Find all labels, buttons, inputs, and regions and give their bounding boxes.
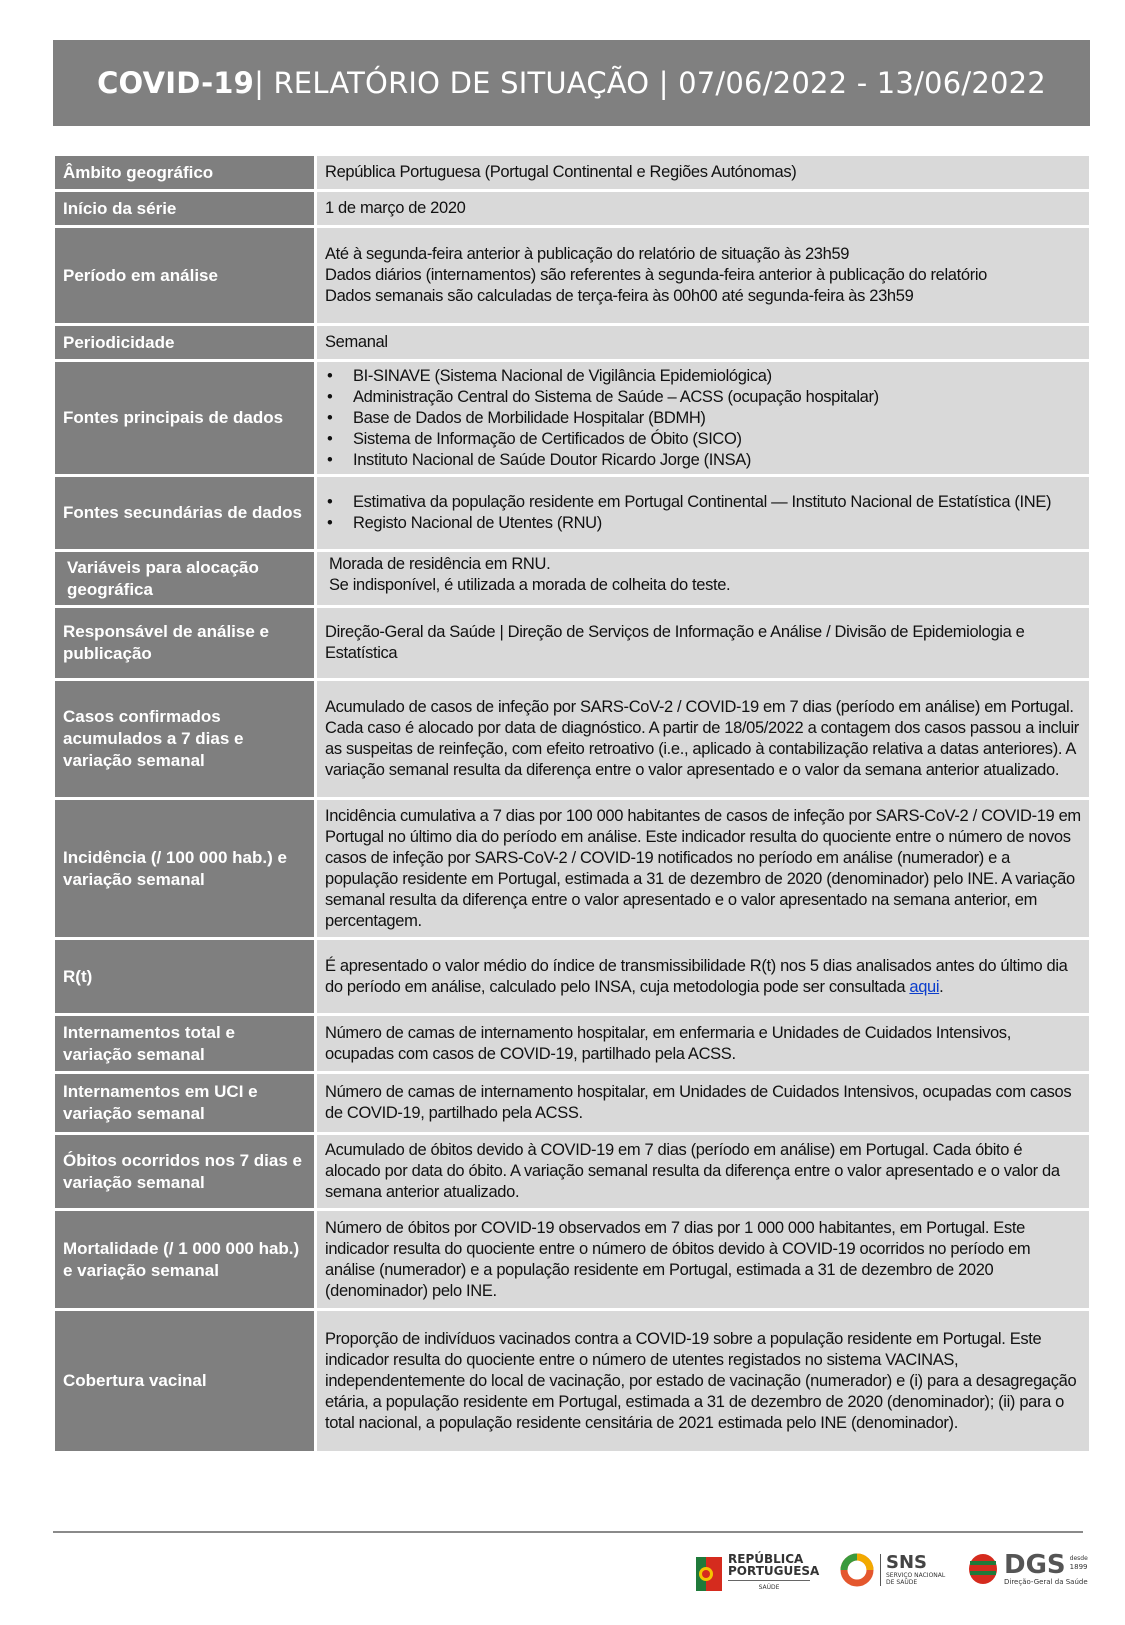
table-row bbox=[55, 608, 1089, 678]
rp-line2: PORTUGUESA bbox=[728, 1564, 820, 1578]
row-label: Periodicidade bbox=[55, 326, 317, 359]
rp-line3: SAÚDE bbox=[728, 1580, 810, 1594]
table-row bbox=[55, 1311, 1089, 1451]
row-label: Âmbito geográfico bbox=[55, 156, 317, 189]
dgs-sub: Direção-Geral da Saúde bbox=[1004, 1577, 1088, 1586]
value-line: Até à segunda-feira anterior à publicação do relatório de situação às 23h59 bbox=[325, 245, 850, 263]
table-row bbox=[55, 228, 1089, 323]
row-value: Semanal bbox=[317, 326, 1089, 359]
table-row bbox=[55, 362, 1089, 474]
dgs-since-1: desde bbox=[1069, 1554, 1088, 1562]
row-label: Óbitos ocorridos nos 7 dias e variação semanal bbox=[55, 1135, 317, 1208]
sns-sub1: SERVIÇO NACIONAL bbox=[886, 1572, 946, 1579]
list-item: • Estimativa da população residente em Portugal Continental — Instituto Nacional de Estatística (INE) bbox=[353, 492, 1081, 513]
list-item: • BI-SINAVE (Sistema Nacional de Vigilância Epidemiológica) bbox=[353, 366, 1081, 387]
source-list bbox=[325, 366, 1081, 471]
sns-logo bbox=[840, 1553, 945, 1587]
sns-ring-icon bbox=[840, 1553, 874, 1587]
table-row bbox=[55, 477, 1089, 549]
list-item: • Sistema de Informação de Certificados de Óbito (SICO) bbox=[353, 429, 1081, 450]
title-bold: COVID-19 bbox=[97, 66, 255, 100]
row-value: Número de camas de internamento hospitalar, em enfermaria e Unidades de Cuidados Intensivos, ocupadas com casos de COVID-19, partilhado pela ACSS. bbox=[317, 1016, 1089, 1071]
row-label: Fontes principais de dados bbox=[55, 362, 317, 474]
table-row bbox=[55, 192, 1089, 225]
methodology-link[interactable]: aqui bbox=[909, 977, 940, 996]
row-label: Período em análise bbox=[55, 228, 317, 323]
row-label: Internamentos total e variação semanal bbox=[55, 1016, 317, 1071]
row-value: Acumulado de óbitos devido à COVID-19 em 7 dias (período em análise) em Portugal. Cada óbito é alocado por data do óbito. A variação semanal resulta da diferença entre o valor apresentado e o valor da semana anterior atualizado. bbox=[317, 1135, 1089, 1208]
list-item: • Administração Central do Sistema de Saúde – ACSS (ocupação hospitalar) bbox=[353, 387, 1081, 408]
dgs-emblem-icon bbox=[966, 1551, 1000, 1587]
row-label: Fontes secundárias de dados bbox=[55, 477, 317, 549]
row-value bbox=[317, 552, 1089, 605]
row-value: Direção-Geral da Saúde | Direção de Serviços de Informação e Análise / Divisão de Epidemiologia e Estatística bbox=[317, 608, 1089, 678]
row-value: Número de camas de internamento hospitalar, em Unidades de Cuidados Intensivos, ocupadas com casos de COVID-19, partilhado pela ACSS. bbox=[317, 1074, 1089, 1132]
row-label: Casos confirmados acumulados a 7 dias e variação semanal bbox=[55, 681, 317, 797]
row-label: Internamentos em UCI e variação semanal bbox=[55, 1074, 317, 1132]
dgs-since-2: 1899 bbox=[1069, 1562, 1088, 1571]
table-row bbox=[55, 940, 1089, 1013]
row-label: R(t) bbox=[55, 940, 317, 1013]
list-item: • Base de Dados de Morbilidade Hospitalar (BDMH) bbox=[353, 408, 1081, 429]
list-item: • Registo Nacional de Utentes (RNU) bbox=[353, 513, 1081, 534]
sns-main: SNS bbox=[886, 1552, 927, 1573]
row-value: Incidência cumulativa a 7 dias por 100 000 habitantes de casos de infeção por SARS-CoV-2 / COVID-19 em Portugal no último dia do período em análise. Este indicador resulta do quociente entre o número de novos casos de infeção por SARS-CoV-2 / COVID-19 notificados no período em análise (numerador) e a população residente em Portugal, estimada a 31 de dezembro de 2020 (denominador) pelo INE. A variação semanal resulta da diferença entre o valor apresentado e o valor apresentado na semana anterior, em percentagem. bbox=[317, 800, 1089, 937]
row-value bbox=[317, 362, 1089, 474]
rt-text-end: . bbox=[939, 977, 944, 996]
row-label: Mortalidade (/ 1 000 000 hab.) e variação semanal bbox=[55, 1211, 317, 1308]
value-line: Dados semanais são calculadas de terça-feira às 00h00 até segunda-feira às 23h59 bbox=[325, 287, 914, 305]
source-list bbox=[325, 492, 1081, 534]
dgs-main: DGS bbox=[1004, 1549, 1066, 1580]
table-row bbox=[55, 1016, 1089, 1071]
dgs-logo bbox=[966, 1551, 1088, 1587]
row-value bbox=[317, 940, 1089, 1013]
rp-line1: REPÚBLICA bbox=[728, 1552, 804, 1566]
report-title-banner bbox=[53, 40, 1090, 126]
value-line: Se indisponível, é utilizada a morada de colheita do teste. bbox=[329, 576, 731, 594]
row-value: Proporção de indivíduos vacinados contra a COVID-19 sobre a população residente em Portugal. Este indicador resulta do quociente entre o número de utentes registados no sistema VACINAS, independentemente do local de vacinação, por estado de vacinação (numerador) e (i) para a desagregação etária, a população residente em Portugal, estimada a 31 de dezembro de 2020 (denominador); (ii) para o total nacional, a população residente censitária de 2021 estimada pelo INE (denominador). bbox=[317, 1311, 1089, 1451]
rt-text: É apresentado o valor médio do índice de transmissibilidade R(t) nos 5 dias analisados antes do último dia do período em análise, calculado pelo INSA, cuja metodologia pode ser consultada bbox=[325, 956, 1068, 996]
table-row bbox=[55, 800, 1089, 937]
row-value: República Portuguesa (Portugal Continental e Regiões Autónomas) bbox=[317, 156, 1089, 189]
row-label: Incidência (/ 100 000 hab.) e variação semanal bbox=[55, 800, 317, 937]
table-row bbox=[55, 326, 1089, 359]
row-value bbox=[317, 477, 1089, 549]
table-row bbox=[55, 156, 1089, 189]
row-label: Início da série bbox=[55, 192, 317, 225]
value-line: Dados diários (internamentos) são referentes à segunda-feira anterior à publicação do relatório bbox=[325, 266, 987, 284]
table-row bbox=[55, 681, 1089, 797]
title-rest: | RELATÓRIO DE SITUAÇÃO | 07/06/2022 - 13/06/2022 bbox=[254, 66, 1046, 100]
row-value: Número de óbitos por COVID-19 observados em 7 dias por 1 000 000 habitantes, em Portugal. Este indicador resulta do quociente entre o número de óbitos devido à COVID-19 ocorridos no período em análise (numerador) e a população residente em Portugal, estimada a 31 de dezembro de 2020 (denominador) pelo INE. bbox=[317, 1211, 1089, 1308]
row-value: 1 de março de 2020 bbox=[317, 192, 1089, 225]
republica-portuguesa-logo bbox=[696, 1553, 819, 1594]
table-row bbox=[55, 1074, 1089, 1132]
row-label: Cobertura vacinal bbox=[55, 1311, 317, 1451]
table-row bbox=[55, 552, 1089, 605]
row-value bbox=[317, 228, 1089, 323]
portuguese-flag-icon bbox=[696, 1557, 722, 1591]
footer-divider bbox=[53, 1531, 1083, 1533]
value-line: Morada de residência em RNU. bbox=[329, 555, 551, 573]
row-value: Acumulado de casos de infeção por SARS-CoV-2 / COVID-19 em 7 dias (período em análise) em Portugal. Cada caso é alocado por data de diagnóstico. A partir de 18/05/2022 a contagem dos casos passou a incluir as suspeitas de reinfeção, com efeito retroativo (i.e., aplicado à contabilização relativa a datas anteriores). A variação semanal resulta da diferença entre o valor apresentado e o valor da semana anterior atualizado. bbox=[317, 681, 1089, 797]
table-row bbox=[55, 1211, 1089, 1308]
list-item: • Instituto Nacional de Saúde Doutor Ricardo Jorge (INSA) bbox=[353, 450, 1081, 471]
table-row bbox=[55, 1135, 1089, 1208]
row-label: Variáveis para alocação geográfica bbox=[55, 552, 317, 605]
metadata-table bbox=[55, 153, 1089, 1454]
sns-sub2: DE SAÚDE bbox=[886, 1579, 918, 1586]
row-label: Responsável de análise e publicação bbox=[55, 608, 317, 678]
